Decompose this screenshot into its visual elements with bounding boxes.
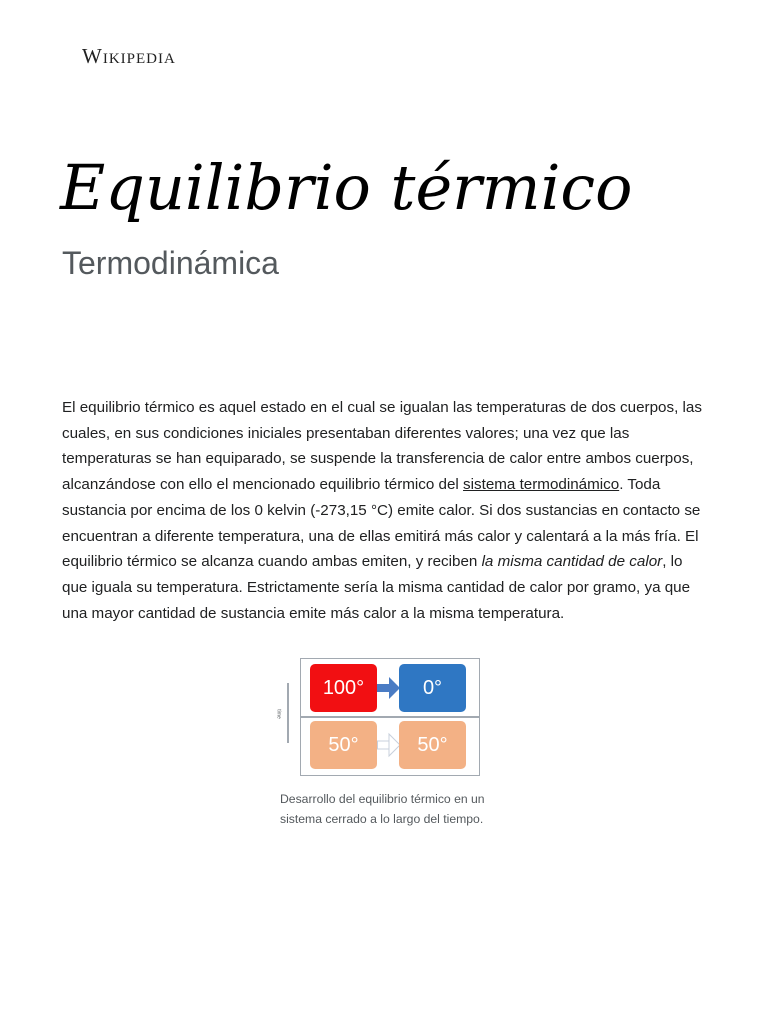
equilibrium-left-box: 50° [310,721,377,769]
paragraph-italic: la misma cantidad de calor [481,553,663,571]
time-axis [287,683,289,743]
time-divider [301,716,479,718]
no-flow-arrow-icon [377,732,401,758]
paragraph-text-2: . Toda sustancia por encima de los 0 kelvin (-273,15 °C) emite calor. Si dos sustancias en contacto se encuentran a diferente temperatura, una de ellas emitirá más calor y calentará a la más fría. El equilibrio térmico se alcanza cuando ambas emiten, y reciben [62,476,701,571]
time-axis-label: time [275,709,282,719]
page-title: Equilibrio térmico [60,151,633,224]
figure-caption: Desarrollo del equilibrio térmico en un sistema cerrado a lo largo del tiempo. [280,792,485,826]
link-sistema-termodinamico[interactable]: sistema termodinámico [463,476,620,494]
article-paragraph [62,395,712,626]
heat-flow-arrow-icon [377,675,401,701]
paragraph-text-3: , lo que iguala su temperatura. Estrictamente sería la misma cantidad de calor por gramo, ya que una mayor cantidad de sustancia emite más calor a la misma temperatura. [62,553,691,622]
hot-body-box: 100° [310,664,377,712]
cold-body-box: 0° [399,664,466,712]
paragraph-text-1: El equilibrio térmico es aquel estado en el cual se igualan las temperaturas de dos cuerpos, las cuales, en sus condiciones iniciales presentaban diferentes valores; una vez que las temperaturas se han equiparado, se suspende la transferencia de calor entre ambos cuerpos, alcanzándose con ello el mencionado equilibrio térmico del [62,399,702,494]
wikipedia-logo[interactable]: Wikipedia [82,44,176,68]
page-subtitle: Termodinámica [62,245,279,281]
equilibrium-right-box: 50° [399,721,466,769]
thermal-diagram[interactable] [300,658,480,776]
